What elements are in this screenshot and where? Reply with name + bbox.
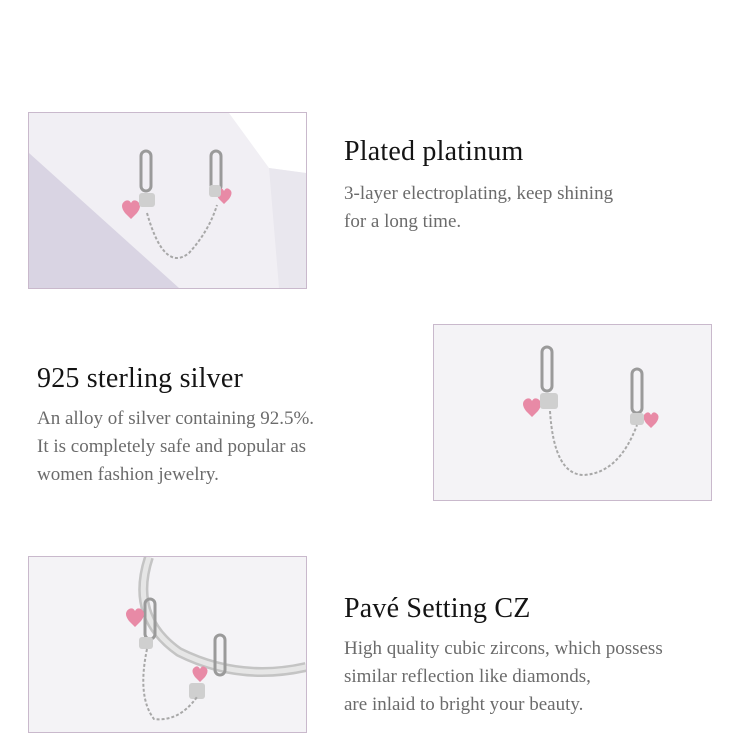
feature-description-line: women fashion jewelry. bbox=[37, 464, 219, 485]
bracelet-illustration bbox=[29, 557, 306, 732]
feature-title: 925 sterling silver bbox=[37, 363, 243, 394]
feature-title: Pavé Setting CZ bbox=[344, 593, 531, 624]
feature-description bbox=[37, 405, 314, 489]
feature-pave-setting-cz bbox=[344, 593, 663, 719]
feature-description-line: are inlaid to bright your beauty. bbox=[344, 694, 584, 715]
chain-illustration bbox=[434, 325, 711, 500]
product-photo-chain-bracelet bbox=[28, 556, 307, 733]
feature-plated-platinum bbox=[344, 136, 613, 236]
product-photo-chain-middle bbox=[433, 324, 712, 501]
feature-description bbox=[344, 180, 613, 236]
feature-description-line: 3-layer electroplating, keep shining bbox=[344, 183, 614, 204]
product-photo-chain-top bbox=[28, 112, 307, 289]
feature-sterling-silver bbox=[37, 363, 314, 489]
feature-description-line: It is completely safe and popular as bbox=[37, 436, 307, 457]
feature-title: Plated platinum bbox=[344, 136, 524, 167]
feature-description bbox=[344, 635, 663, 719]
feature-description-line: An alloy of silver containing 92.5%. bbox=[37, 408, 315, 429]
feature-description-line: for a long time. bbox=[344, 211, 462, 232]
feature-description-line: similar reflection like diamonds, bbox=[344, 666, 591, 687]
chain-illustration bbox=[29, 113, 306, 288]
feature-description-line: High quality cubic zircons, which possess bbox=[344, 638, 663, 659]
